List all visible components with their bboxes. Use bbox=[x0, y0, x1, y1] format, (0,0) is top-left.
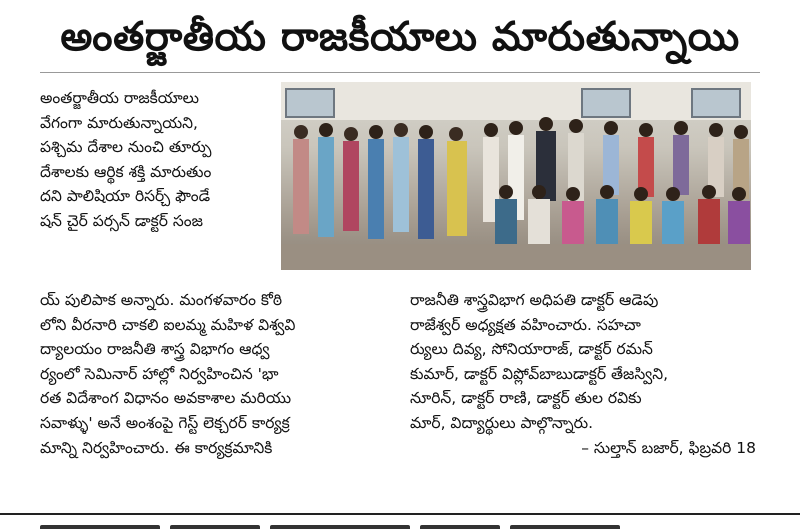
text-line: య్ పులిపాక అన్నారు. మంగళవారం కోఠి bbox=[40, 291, 283, 309]
headline-divider bbox=[40, 72, 760, 73]
front-row-people bbox=[495, 185, 750, 244]
text-line: రాజనీతి శాస్త్రవిభాగ అధిపతి డాక్టర్ ఆడెపు bbox=[410, 291, 659, 309]
text-line: మార్, విద్యార్థులు పాల్గొన్నారు. bbox=[410, 413, 594, 432]
seminar-group-photo bbox=[281, 82, 751, 270]
photo-crowd bbox=[281, 112, 751, 252]
text-line: రాజేశ్వర్ అధ్యక్షత వహించారు. సహచా bbox=[410, 315, 641, 334]
text-line: ర్యంలో సెమినార్ హాల్లో నిర్వహించిన 'భా bbox=[40, 364, 279, 383]
next-article-cutoff bbox=[40, 516, 760, 529]
text-line: సవాళ్ళు' అనే అంశంపై గెస్ట్ లెక్చరర్ కార్యక్ర bbox=[40, 413, 290, 432]
text-line: ద్యాలయం రాజనీతి శాస్త్ర విభాగం ఆధ్వ bbox=[40, 340, 270, 359]
article-column-left-top bbox=[40, 86, 276, 234]
text-line: పశ్చిమ దేశాల నుంచి తూర్పు bbox=[40, 138, 212, 157]
article-column-right-bottom bbox=[410, 288, 760, 460]
text-line: లోని వీరనారి చాకలి ఐలమ్మ మహిళ విశ్వవి bbox=[40, 315, 296, 334]
text-line: అంతర్జాతీయ రాజకీయాలు bbox=[40, 89, 200, 107]
article-headline: అంతర్జాతీయ రాజకీయాలు మారుతున్నాయి bbox=[60, 14, 740, 60]
text-line: వేగంగా మారుతున్నాయని, bbox=[40, 113, 198, 132]
text-line: రత విదేశాంగ విధానం అవకాశాల మరియు bbox=[40, 389, 292, 408]
text-line: షన్ చైర్ పర్సన్ డాక్టర్ సంజ bbox=[40, 211, 203, 230]
article-bottom-divider bbox=[0, 513, 800, 515]
dateline: – సుల్తాన్ బజార్, ఫిబ్రవరి 18 bbox=[581, 438, 756, 457]
text-line: మాన్ని నిర్వహించారు. ఈ కార్యక్రమానికి bbox=[40, 438, 273, 457]
text-line: నూరిన్, డాక్టర్ రాణి, డాక్టర్ తుల రవికు bbox=[410, 389, 642, 408]
text-line: దేశాలకు ఆర్థిక శక్తి మారుతుం bbox=[40, 162, 212, 181]
photo-floor bbox=[281, 244, 751, 270]
article-column-left-bottom bbox=[40, 288, 400, 460]
text-line: కుమార్, డాక్టర్ విప్లోవ్‌బాబుడాక్టర్ తేజస్విని, bbox=[410, 364, 669, 383]
text-line: దని పాలిషియా రిసర్చ్ ఫౌండే bbox=[40, 187, 211, 206]
text-line: ర్యులు దివ్య, సోనియారాజ్, డాక్టర్ రమన్ bbox=[410, 340, 653, 359]
